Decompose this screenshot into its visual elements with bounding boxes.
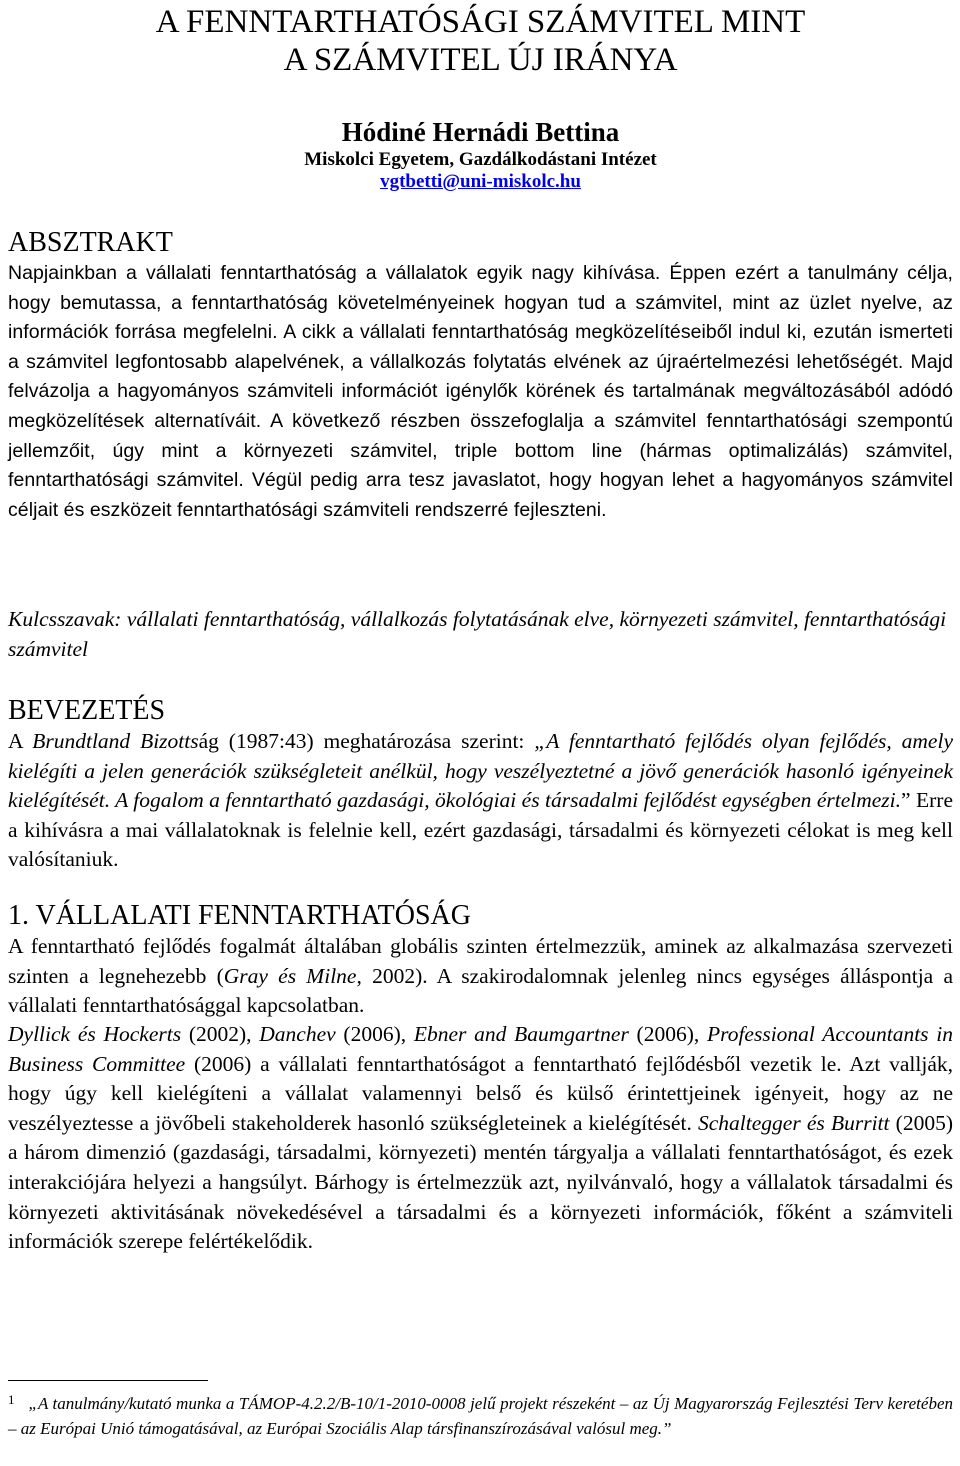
footnote-separator	[8, 1380, 208, 1381]
s1p2-citation-2: Danchev	[259, 1022, 336, 1046]
paper-title	[8, 3, 953, 79]
s1p2-citation-5: Schaltegger és Burritt	[698, 1110, 890, 1135]
footnote-text: „A tanulmány/kutató munka a TÁMOP-4.2.2/B-10/1-2010-0008 jelű projekt részeként – az Új Magyarország Fejlesztési Terv keretében – az Európai Unió támogatásával, az Európai Szociális Alap társfinanszírozásával valósul meg.”	[8, 1394, 953, 1438]
author-affiliation: Miskolci Egyetem, Gazdálkodástani Intézet	[304, 149, 657, 170]
section1-paragraph-2	[8, 1020, 953, 1257]
s1p2-citation-3: Ebner and Baumgartner	[413, 1022, 629, 1046]
s1p2-citation-1: Dyllick és Hockerts	[8, 1022, 182, 1046]
s1p2-citation-4: Professional Accountants in Business Committee	[8, 1022, 953, 1076]
footnote	[8, 1388, 953, 1441]
intro-text-3: ” Erre a kihívásra a mai vállalatoknak is felelnie kell, ezért gazdasági, társadalmi és környezeti célokat is meg kell valósítaniuk.	[8, 788, 953, 872]
author-block	[8, 116, 953, 193]
abstract-heading: ABSZTRAKT	[8, 227, 173, 258]
footnote-mark: 1	[8, 1392, 15, 1407]
s1p2-text-4: (2006) a vállalati fenntarthatóságot a fenntartható fejlődésből vezetik le.	[185, 1051, 850, 1076]
intro-citation: Brundtland Bizotts	[32, 729, 199, 753]
s1p1-text-3: A szakirodalomnak jelenleg nincs egységes álláspontja a vállalati fenntarthatósággal kapcsolatban.	[8, 963, 954, 1018]
intro-text-2: ág (1987:43) meghatározása szerint:	[198, 729, 535, 753]
author-name: Hódiné Hernádi Bettina	[341, 117, 620, 147]
s1p1-text-2: , 2002).	[356, 963, 437, 988]
section1-paragraph-1	[8, 932, 953, 1021]
intro-text-1: A	[8, 729, 33, 753]
s1p2-text-1: (2002),	[181, 1022, 260, 1046]
abstract-text: Napjainkban a vállalati fenntarthatóság a vállalatok egyik nagy kihívása. Éppen ezért a tanulmány célja, hogy bemutassa, a fenntarthatóság követelményeinek hogyan tud a számvitel, mint az üzlet nyelve, az információk forrása megfelelni. A cikk a vállalati fenntarthatóság megközelítéseiből indul ki, ezután ismerteti a számvitel legfontosabb alapelvének, a vállalkozás folytatás elvének az újraértelmezési lehetőségét. Majd felvázolja a hagyományos számviteli információt igénylők körének és tartalmának megváltozásából adódó megközelítések alternatíváit. A következő részben összefoglalja a számvitel fenntarthatósági szempontú jellemzőit, úgy mint a környezeti számvitel, triple bottom line (hármas optimalizálás) számvitel, fenntarthatósági számvitel. Végül pedig arra tesz javaslatot, hogy hogyan lehet a hagyományos számvitel céljait és eszközeit fenntarthatósági számviteli rendszerré fejleszteni.	[8, 262, 953, 521]
title-line-2: A SZÁMVITEL ÚJ IRÁNYA	[283, 42, 678, 78]
s1p1-text-1: A fenntartható fejlődés fogalmát általában globális szinten értelmezzük, aminek az alkalmazása szervezeti szinten a legnehezebb (	[8, 934, 953, 988]
keywords: Kulcsszavak: vállalati fenntarthatóság, vállalkozás folytatásának elve, környezeti számvitel, fenntarthatósági számvitel	[8, 607, 947, 661]
section1-heading: 1. VÁLLALATI FENNTARTHATÓSÁG	[8, 900, 471, 931]
s1p1-citation: Gray és Milne	[223, 963, 357, 988]
intro-paragraph	[8, 727, 953, 875]
s1p2-text-3: (2006),	[628, 1022, 707, 1046]
intro-heading: BEVEZETÉS	[8, 695, 166, 726]
s1p2-text-6: (2005) a három dimenzió (gazdasági, társadalmi, környezeti) mentén tárgyalja a vállalati fenntarthatóságot, és ezek interakciójára helyezi a hangsúlyt. Bárhogy is értelmezzük azt, nyilvánvaló, hogy a vállalatok társadalmi és környezeti aktivitásának növekedésével a társadalmi és a környezeti információk, főként a számviteli információk szerepe felértékelődik.	[8, 1110, 953, 1254]
s1p2-text-2: (2006),	[335, 1022, 414, 1046]
author-email-link[interactable]: vgtbetti@uni-miskolc.hu	[380, 171, 581, 192]
title-line-1: A FENNTARTHATÓSÁGI SZÁMVITEL MINT	[155, 4, 806, 40]
s1p2-text-5: Azt vallják, hogy úgy kell kielégíteni a vállalat valamennyi belső és külső érintettjeinek igényeit, hogy az ne veszélyeztesse a jövőbeli stakeholderek hasonló szükségleteinek a kielégítését.	[8, 1051, 953, 1135]
intro-quote: „A fenntartható fejlődés olyan fejlődés, amely kielégíti a jelen generációk szükségleteit anélkül, hogy veszélyeztetné a jövő generációk hasonló igényeinek kielégítését. A fogalom a fenntartható gazdasági, ökológiai és társadalmi fejlődést egységben értelmezi.	[8, 729, 953, 813]
